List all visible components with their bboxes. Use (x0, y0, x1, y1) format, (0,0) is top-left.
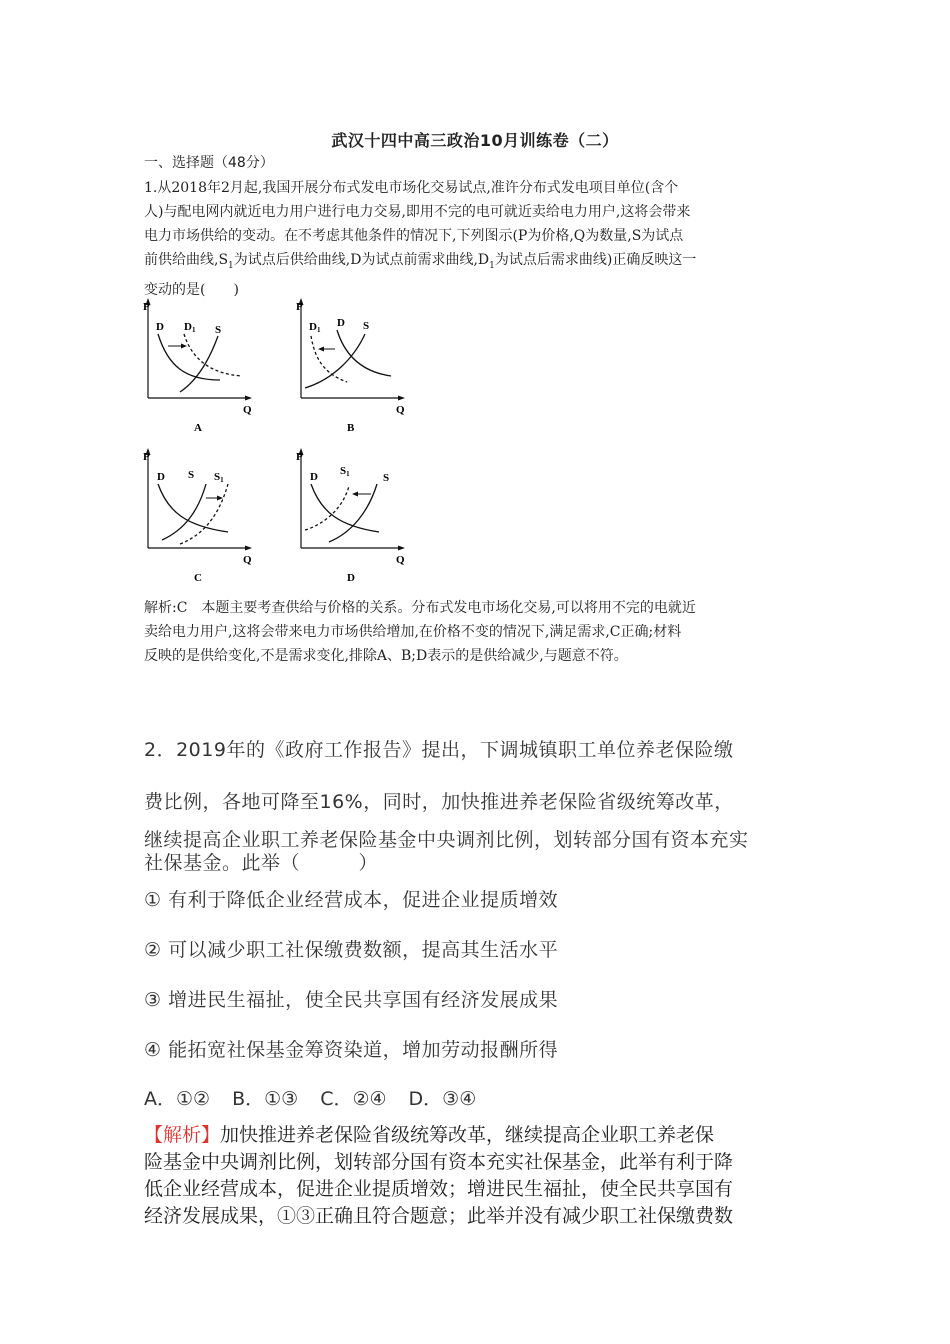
curve-label-s: S (363, 320, 370, 332)
answer-line: 卖给电力用户,这将会带来电力市场供给增加,在价格不变的情况下,满足需求,C正确;材料 (144, 624, 682, 640)
analysis-line: 险基金中央调剂比例，划转部分国有资本充实社保基金，此举有利于降 (144, 1151, 734, 1173)
q2-line: 继续提高企业职工养老保险基金中央调剂比例，划转部分国有资本充实 (144, 829, 749, 851)
curve-label-d1: D1 (309, 321, 321, 334)
curve-label-s: S (383, 472, 390, 484)
q1-line: 1.从2018年2月起,我国开展分布式发电市场化交易试点,准许分布式发电项目单位(含个 (144, 180, 679, 196)
analysis-line: 低企业经营成本，促进企业提质增效；增进民生福扯，使全民共享国有 (144, 1178, 734, 1200)
graph-c (140, 448, 270, 592)
answer-line: 反映的是供给变化,不是需求变化,排除A、B;D表示的是供给减少,与题意不符。 (144, 648, 628, 664)
curve-label-d: D (156, 321, 164, 333)
option-2: ② 可以减少职工社保缴费数额，提高其生活水平 (144, 939, 559, 961)
option-1: ① 有利于降低企业经营成本，促进企业提质增效 (144, 889, 559, 911)
page-title: 武汉十四中高三政治10月训练卷（二） (331, 131, 619, 150)
curve-label-s1: S1 (214, 471, 224, 484)
q2-line: 社保基金。此举（ ） (144, 852, 379, 874)
q1-line: 电力市场供给的变动。在不考虑其他条件的情况下,下列图示(P为价格,Q为数量,S为试点 (144, 228, 684, 244)
axis-p-label: P (143, 301, 150, 313)
option-4: ④ 能拓宽社保基金筹资染道，增加劳动报酬所得 (144, 1039, 559, 1061)
q2-line: 费比例，各地可降至16%，同时，加快推进养老保险省级统筹改革， (144, 791, 734, 813)
graph-a (140, 298, 270, 442)
curve-label-d: D (337, 317, 345, 329)
choice-d: D．③④ (408, 1088, 477, 1110)
axis-p-label: P (296, 451, 303, 463)
curve-label-s1: S1 (340, 465, 350, 478)
axis-p-label: P (143, 451, 150, 463)
q1-line: 变动的是( ) (144, 281, 239, 298)
curve-label-s: S (215, 324, 222, 336)
graph-label: B (347, 422, 355, 434)
axis-p-label: P (296, 301, 303, 313)
graph-label: A (194, 422, 202, 434)
question-1 (144, 176, 812, 302)
choice-b: B．①③ (232, 1088, 299, 1110)
section-heading: 一、选择题（48分） (144, 155, 274, 171)
answer-1 (144, 596, 812, 668)
graph-label: C (194, 572, 202, 584)
curve-label-d: D (310, 471, 318, 483)
graph-label: D (347, 572, 355, 584)
q2-line: 2．2019年的《政府工作报告》提出，下调城镇职工单位养老保险缴 (144, 739, 734, 761)
curve-label-d1: D1 (184, 321, 196, 334)
axis-q-label: Q (243, 554, 252, 566)
answer-line: 解析:C 本题主要考查供给与价格的关系。分布式发电市场化交易,可以将用不完的电就近 (144, 600, 696, 616)
option-3: ③ 增进民生福扯，使全民共享国有经济发展成果 (144, 989, 559, 1011)
q1-line: 前供给曲线$,S_1$为试点后供给曲线,D为试点前需求曲线$,D_1$为试点后需求曲线)正确反映这一 (144, 252, 697, 271)
curve-label-s: S (188, 469, 195, 481)
graph-b (293, 298, 423, 442)
q1-line: 人)与配电网内就近电力用户进行电力交易,即用不完的电可就近卖给电力用户,这将会带来 (144, 204, 691, 220)
analysis (144, 1122, 812, 1230)
curve-label-d: D (157, 471, 165, 483)
axis-q-label: Q (243, 404, 252, 416)
analysis-line: 【解析】加快推进养老保险省级统筹改革，继续提高企业职工养老保 (144, 1124, 715, 1146)
answer-choices (144, 1084, 498, 1111)
axis-q-label: Q (396, 554, 405, 566)
choice-c: C．②④ (320, 1088, 387, 1110)
choice-a: A．①② (144, 1088, 211, 1110)
graph-d (293, 448, 423, 592)
analysis-line: 经济发展成果，①③正确且符合题意；此举并没有减少职工社保缴费数 (144, 1205, 734, 1227)
axis-q-label: Q (396, 404, 405, 416)
analysis-tag: 【解析】 (144, 1124, 221, 1146)
